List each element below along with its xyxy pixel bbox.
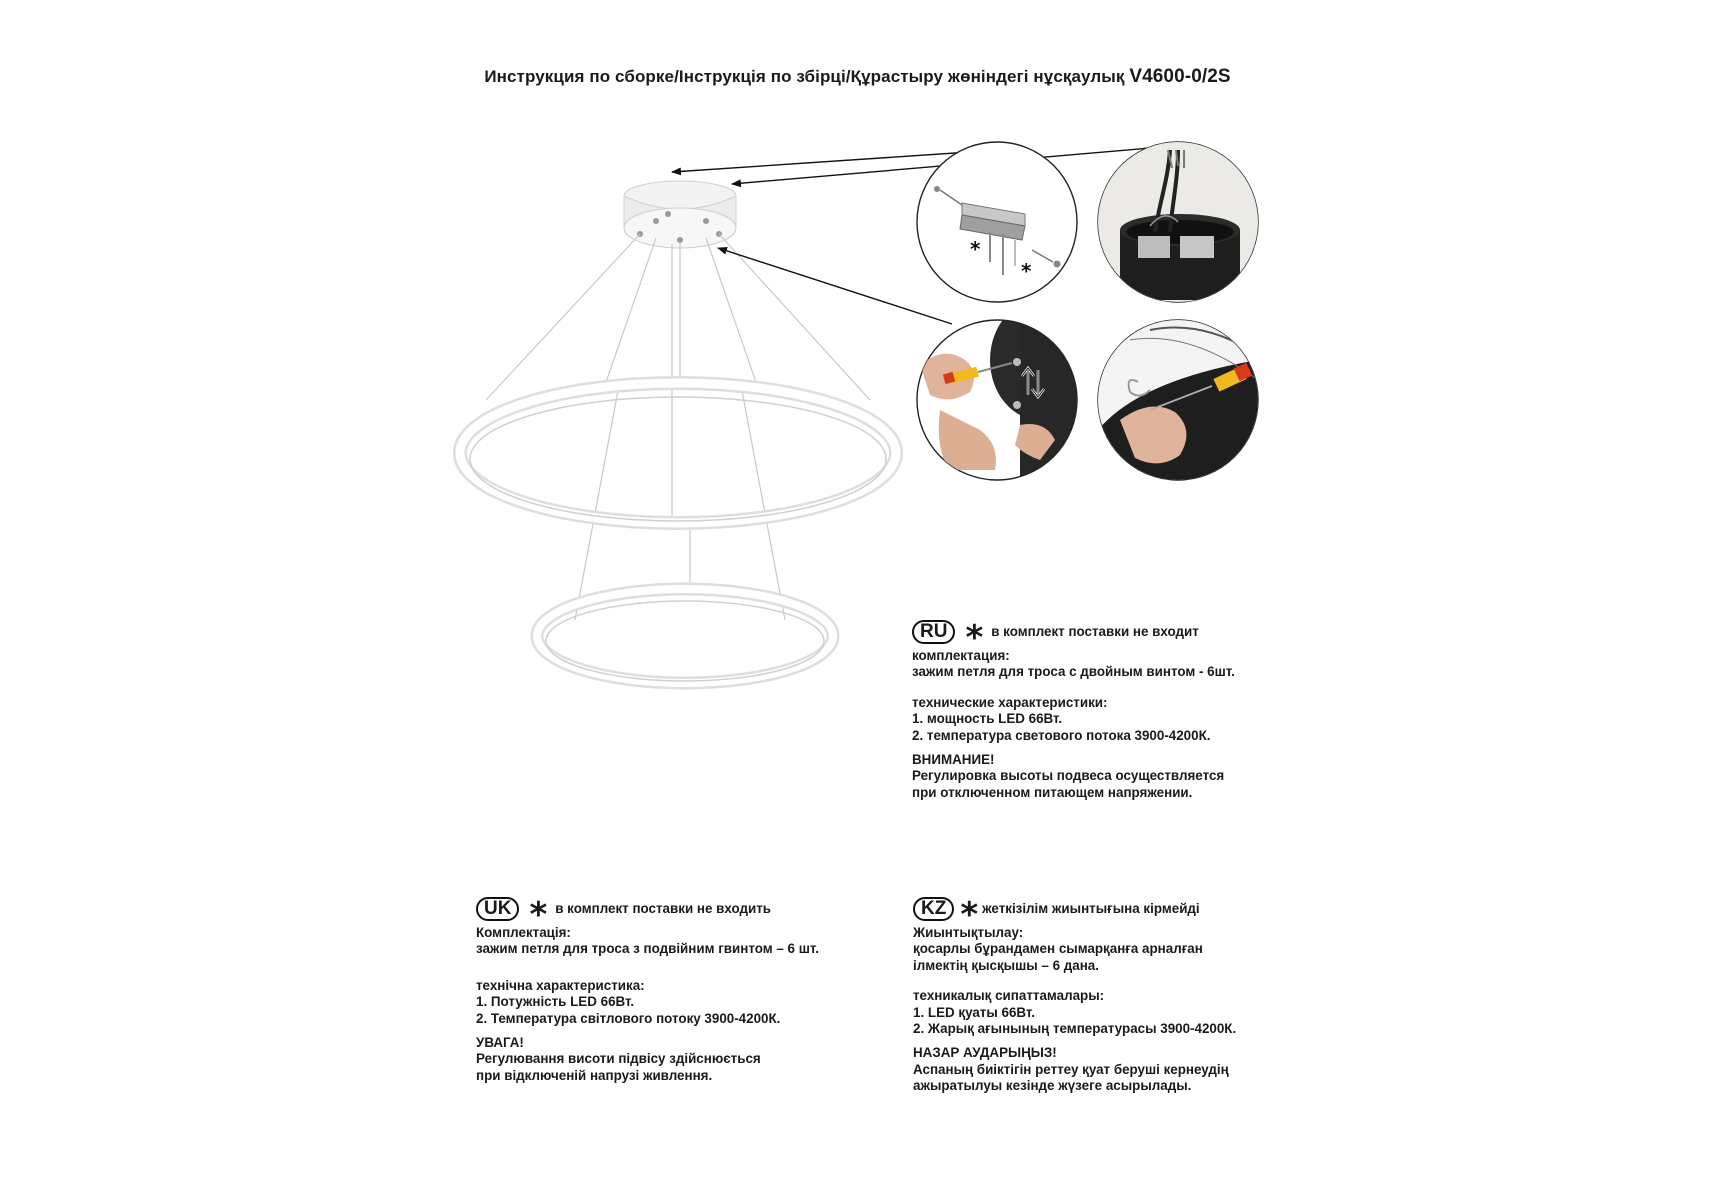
- warning-line-2: при відключеній напрузі живлення.: [476, 1067, 713, 1083]
- spec-power: 1. LED қуаты 66Вт.: [913, 1004, 1036, 1020]
- not-included-note: в комплект поставки не входить: [555, 900, 772, 916]
- not-included-note: в комплект поставки не входит: [991, 623, 1199, 639]
- detail-screwdriver-circle: [917, 300, 1090, 480]
- language-badge-kz: KZ: [913, 897, 954, 921]
- spec-title: техникалық сипаттамалары:: [913, 988, 1105, 1004]
- spec-power: 1. Потужність LED 66Вт.: [476, 994, 635, 1010]
- warning-line-1: Регулювання висоти підвісу здійснюється: [476, 1051, 761, 1067]
- kit-title: комплектация:: [912, 648, 1010, 663]
- kit-title: Жиынтықтылау:: [913, 925, 1024, 940]
- detail-bracket-circle: [917, 142, 1077, 302]
- warning-line-1: Аспаның биіктігін реттеу қуат беруші кернеудің: [913, 1061, 1229, 1077]
- detail-canopy-interior-circle: [1098, 142, 1258, 302]
- uk-section: [476, 897, 819, 1084]
- spec-temperature: 2. Жарық ағынының температурасы 3900-4200К.: [913, 1021, 1237, 1037]
- small-ring: [537, 589, 833, 683]
- large-ring: [460, 383, 896, 523]
- asterisk-icon: *: [970, 237, 981, 261]
- kit-text-line-2: ілмектің қысқышы – 6 дана.: [913, 957, 1099, 973]
- warning-title: НАЗАР АУДАРЫҢЫЗ!: [913, 1045, 1057, 1061]
- asterisk-icon: *: [960, 895, 979, 935]
- spec-temperature: 2. температура светового потока 3900-4200К.: [912, 727, 1211, 743]
- warning-title: ВНИМАНИЕ!: [912, 752, 995, 768]
- not-included-note: жеткізілім жиынтығына кірмейді: [982, 900, 1200, 916]
- warning-line-2: при отключенном питающем напряжении.: [912, 784, 1193, 800]
- kit-text: зажим петля для троса с двойным винтом - 6шт.: [912, 664, 1235, 680]
- kit-title: Комплектація:: [476, 925, 571, 940]
- asterisk-icon: *: [529, 895, 548, 935]
- asterisk-icon: *: [1021, 259, 1032, 283]
- kit-text: зажим петля для троса з подвійним гвинтом – 6 шт.: [476, 941, 819, 957]
- kz-section: [913, 897, 1236, 1095]
- spec-title: технічна характеристика:: [476, 977, 645, 993]
- kit-text-line-1: қосарлы бұрандамен сымарқанға арналған: [913, 941, 1203, 957]
- language-badge-uk: UK: [476, 897, 519, 921]
- spec-temperature: 2. Температура світлового потоку 3900-4200К.: [476, 1010, 781, 1026]
- asterisk-icon: *: [965, 618, 984, 658]
- language-badge-ru: RU: [912, 620, 955, 644]
- suspension-cables: [486, 234, 870, 620]
- detail-cable-loop-circle: [1098, 320, 1258, 480]
- ceiling-canopy: [624, 181, 736, 248]
- warning-title: УВАГА!: [476, 1035, 524, 1051]
- spec-title: технические характеристики:: [912, 694, 1108, 710]
- ru-section: [912, 620, 1235, 801]
- warning-line-1: Регулировка высоты подвеса осуществляется: [912, 768, 1225, 784]
- title-text: Инструкция по сборке/Інструкція по збірці/Құрастыру жөніндегі нұсқаулық: [484, 67, 1130, 86]
- spec-power: 1. мощность LED 66Вт.: [912, 711, 1063, 727]
- warning-line-2: ажыратылуы кезінде жүзеге асырылады.: [913, 1078, 1192, 1094]
- pointer-arrows: [672, 148, 1150, 324]
- model-number: V4600-0/2S: [1129, 66, 1231, 87]
